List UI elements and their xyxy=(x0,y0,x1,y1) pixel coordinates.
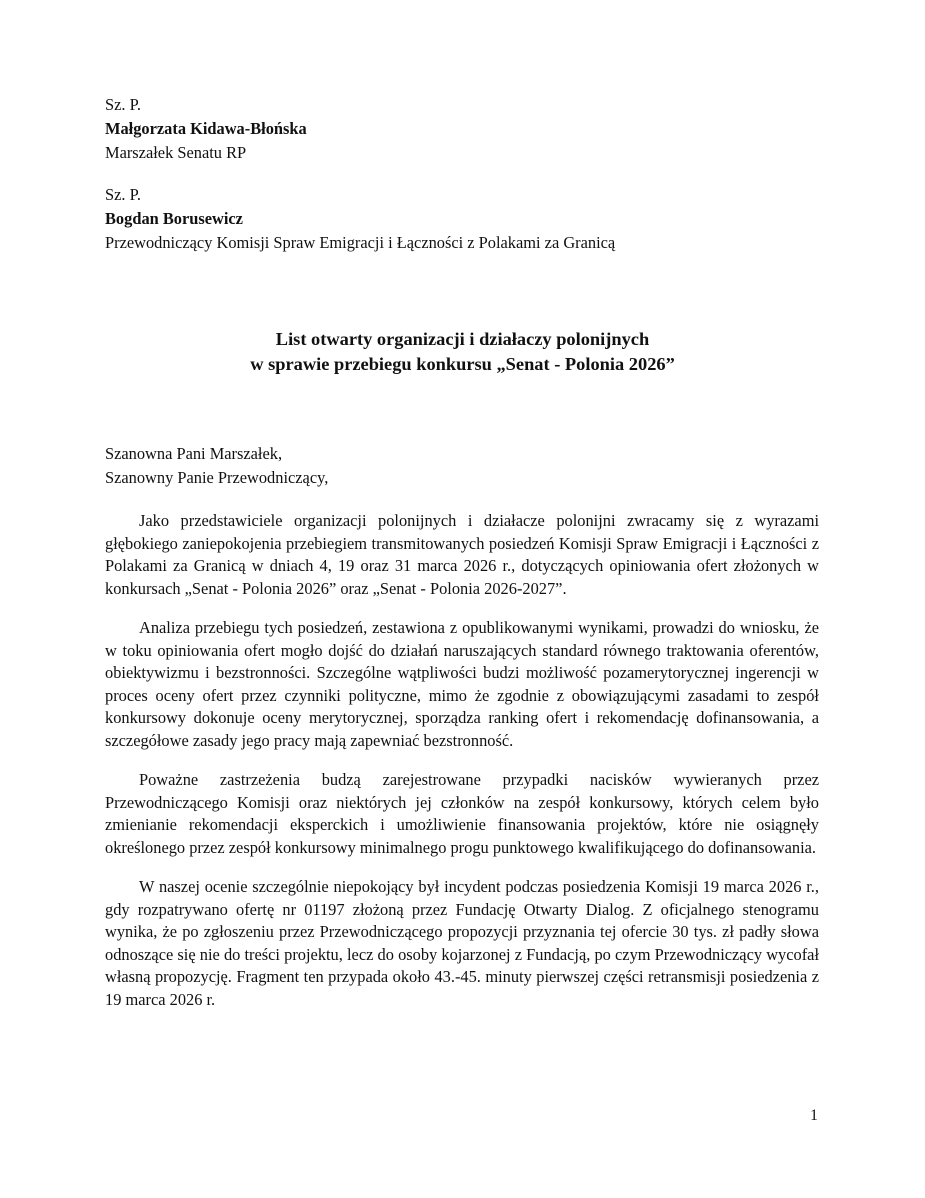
recipient-1-name: Małgorzata Kidawa-Błońska xyxy=(105,119,307,138)
letter-body xyxy=(105,510,819,1028)
salutation-line-1: Szanowna Pani Marszałek, xyxy=(105,444,283,463)
recipients-block xyxy=(105,93,615,255)
body-paragraph-4: W naszej ocenie szczególnie niepokojący był incydent podczas posiedzenia Komisji 19 marca 2026 r., gdy rozpatrywano ofertę nr 01197 złożoną przez Fundację Otwarty Dialog. Z oficjalnego stenogramu wynika, że po zgłoszeniu przez Przewodniczącego propozycji przyznania tej ofercie 30 tys. zł padły słowa odnoszące się nie do treści projektu, lecz do osoby kojarzonej z Fundacją, po czym Przewodniczący wycofał własną propozycję. Fragment ten przypada około 43.-45. minuty pierwszej części retransmisji posiedzenia z 19 marca 2026 r. xyxy=(105,877,819,1009)
recipient-1 xyxy=(105,93,615,165)
recipient-2-name: Bogdan Borusewicz xyxy=(105,209,243,228)
body-paragraph-2: Analiza przebiegu tych posiedzeń, zestawiona z opublikowanymi wynikami, prowadzi do wniosku, że w toku opiniowania ofert mogło dojść do działań naruszających standard równego traktowania oferentów, obiektywizmu i bezstronności. Szczególne wątpliwości budzi możliwość pozamerytorycznej ingerencji w proces oceny ofert przez czynniki polityczne, mimo że zgodnie z obowiązującymi zasadami to zespół konkursowy dokonuje oceny merytorycznej, sporządza ranking ofert i rekomendację dofinansowania, a szczegółowe zasady jego pracy mają zapewniać bezstronność. xyxy=(105,618,819,750)
recipient-2-role: Przewodniczący Komisji Spraw Emigracji i Łączności z Polakami za Granicą xyxy=(105,233,616,252)
recipient-1-role: Marszałek Senatu RP xyxy=(105,143,247,162)
page-number: 1 xyxy=(810,1107,818,1124)
recipient-2 xyxy=(105,183,615,255)
title-line-2: w sprawie przebiegu konkursu „Senat - Polonia 2026” xyxy=(250,354,675,374)
salutation-line-2: Szanowny Panie Przewodniczący, xyxy=(105,468,329,487)
body-paragraph-1: Jako przedstawiciele organizacji polonijnych i działacze polonijni zwracamy się z wyrazami głębokiego zaniepokojenia przebiegiem transmitowanych posiedzeń Komisji Spraw Emigracji i Łączności z Polakami za Granicą w dniach 4, 19 oraz 31 marca 2026 r., dotyczących opiniowania ofert złożonych w konkursach „Senat - Polonia 2026” oraz „Senat - Polonia 2026-2027”. xyxy=(105,511,819,598)
recipient-2-salutation: Sz. P. xyxy=(105,185,141,204)
body-paragraph-3: Poważne zastrzeżenia budzą zarejestrowane przypadki nacisków wywieranych przez Przewodniczącego Komisji oraz niektórych jej członków na zespół konkursowy, których celem było zmienianie rekomendacji eksperckich i umożliwienie finansowania projektów, które nie osiągnęły określonego przez zespół konkursowy minimalnego progu punktowego kwalifikującego do dofinansowania. xyxy=(105,770,819,857)
letter-title xyxy=(0,327,925,377)
salutation-block xyxy=(105,442,328,490)
title-line-1: List otwarty organizacji i działaczy polonijnych xyxy=(275,329,650,349)
recipient-1-salutation: Sz. P. xyxy=(105,95,141,114)
